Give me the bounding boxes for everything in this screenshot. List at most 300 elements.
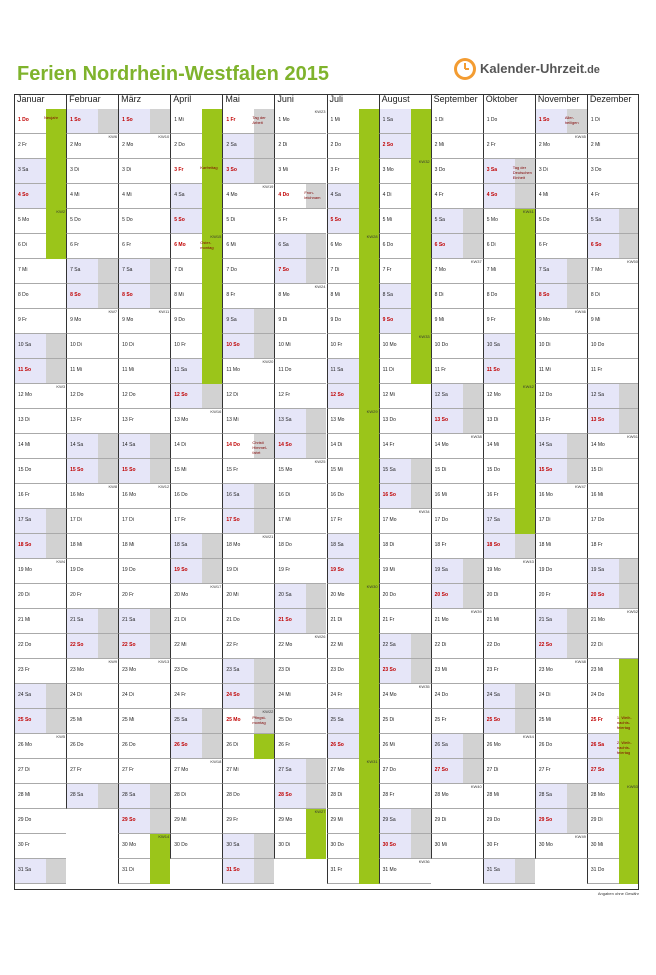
day-cell	[222, 509, 274, 534]
day-cell	[535, 209, 587, 234]
day-cell	[587, 759, 639, 784]
school-holiday-marker	[411, 209, 431, 234]
week-number: KW13	[158, 659, 170, 664]
weekend-marker	[411, 459, 431, 483]
day-number: 29 Di	[434, 817, 447, 823]
day-number: 14 Mi	[486, 442, 499, 448]
day-number: 22 Di	[590, 642, 603, 648]
weekend-marker	[306, 609, 326, 633]
school-holiday-marker	[359, 859, 379, 884]
day-number: 28 Sa	[70, 792, 84, 798]
weekend-marker	[463, 384, 483, 408]
week-number: KW53	[627, 784, 638, 789]
school-holiday-marker	[202, 359, 222, 384]
day-cell	[118, 409, 170, 434]
day-number: 1 Di	[434, 117, 444, 123]
day-number: 11 Mi	[70, 367, 82, 373]
day-number: 7 Mo	[434, 267, 446, 273]
day-number: 12 Do	[122, 392, 136, 398]
weekend-marker	[150, 459, 170, 483]
day-number: 13 Mi	[226, 417, 239, 423]
day-cell	[14, 434, 66, 459]
day-number: 4 Fr	[590, 192, 600, 198]
day-number: 18 Fr	[590, 542, 603, 548]
day-cell	[379, 134, 431, 159]
day-number: 26 Di	[226, 742, 239, 748]
week-number: KW47	[575, 484, 586, 489]
weekend-marker	[567, 459, 587, 483]
day-number: 15 Mi	[174, 467, 187, 473]
school-holiday-marker	[359, 109, 379, 134]
day-cell	[483, 584, 535, 609]
day-number: 28 Sa	[122, 792, 136, 798]
school-holiday-marker	[359, 834, 379, 859]
day-cell	[483, 609, 535, 634]
day-cell	[66, 609, 118, 634]
day-cell	[274, 359, 326, 384]
day-number: 26 Do	[122, 742, 136, 748]
day-cell	[170, 484, 222, 509]
day-cell	[14, 159, 66, 184]
day-number: 24 Di	[122, 692, 134, 698]
school-holiday-marker	[359, 359, 379, 384]
day-number: 11 Mi	[122, 367, 135, 373]
day-cell	[274, 284, 326, 309]
day-cell	[327, 634, 379, 659]
day-cell	[222, 659, 274, 684]
day-number: 9 Mi	[434, 317, 445, 323]
day-number: 30 Mi	[590, 842, 604, 848]
day-cell	[66, 734, 118, 759]
day-number: 14 Do	[226, 442, 240, 448]
weekend-marker	[567, 284, 587, 308]
day-number: 31 Sa	[486, 867, 500, 873]
day-number: 5 Do	[538, 217, 550, 223]
day-number: 26 Sa	[434, 742, 448, 748]
day-cell	[66, 559, 118, 584]
day-cell	[587, 559, 639, 584]
day-cell	[379, 509, 431, 534]
day-cell	[327, 459, 379, 484]
day-cell	[483, 284, 535, 309]
school-holiday-marker	[359, 434, 379, 459]
day-cell	[431, 259, 483, 284]
day-cell	[535, 384, 587, 409]
day-number: 17 Di	[122, 517, 134, 523]
day-number: 22 Mi	[174, 642, 187, 648]
day-cell	[274, 159, 326, 184]
school-holiday-marker	[202, 334, 222, 359]
day-cell	[327, 134, 379, 159]
week-number: KW18	[210, 759, 222, 764]
school-holiday-marker	[359, 784, 379, 809]
school-holiday-marker	[254, 734, 274, 759]
day-cell	[587, 859, 639, 884]
day-number: 27 Fr	[70, 767, 82, 773]
day-number: 10 Mo	[382, 342, 397, 348]
day-cell	[587, 134, 639, 159]
day-number: 29 So	[538, 817, 553, 823]
day-number: 9 Mo	[538, 317, 550, 323]
weekend-marker	[411, 834, 431, 858]
day-cell	[483, 159, 535, 184]
day-number: 25 Mi	[538, 717, 552, 723]
day-cell	[14, 759, 66, 784]
weekend-marker	[254, 334, 274, 358]
day-cell	[379, 759, 431, 784]
day-cell	[535, 634, 587, 659]
day-number: 6 Fr	[538, 242, 548, 248]
day-cell	[66, 159, 118, 184]
day-cell	[274, 559, 326, 584]
day-cell	[483, 709, 535, 734]
day-number: 31 Do	[590, 867, 605, 873]
school-holiday-marker	[46, 109, 66, 134]
day-number: 7 So	[278, 267, 289, 273]
day-number: 6 Fr	[122, 242, 132, 248]
week-number: KW42	[522, 384, 534, 389]
day-number: 10 Do	[434, 342, 448, 348]
weekend-marker	[254, 684, 274, 708]
day-number: 2 Mo	[538, 142, 550, 148]
day-cell	[14, 409, 66, 434]
day-cell	[535, 309, 587, 334]
day-number: 3 Fr	[174, 167, 184, 173]
day-cell	[170, 659, 222, 684]
day-cell	[222, 384, 274, 409]
weekend-marker	[567, 434, 587, 458]
day-number: 3 Fr	[330, 167, 340, 173]
weekend-marker	[150, 784, 170, 808]
day-number: 16 Mi	[590, 492, 604, 498]
day-number: 11 So	[486, 367, 500, 373]
day-number: 12 Sa	[434, 392, 448, 398]
day-cell	[118, 834, 170, 859]
day-number: 18 So	[18, 542, 32, 548]
week-number: KW45	[575, 134, 586, 139]
day-cell	[535, 434, 587, 459]
day-number: 23 Mo	[70, 667, 84, 673]
day-number: 13 Mo	[174, 417, 189, 423]
day-number: 15 So	[538, 467, 553, 473]
day-number: 24 Sa	[18, 692, 32, 698]
day-number: 20 So	[434, 592, 448, 598]
week-number: KW40	[470, 784, 482, 789]
day-number: 17 Do	[590, 517, 605, 523]
weekend-marker	[150, 809, 170, 833]
day-number: 13 Fr	[70, 417, 82, 423]
day-cell	[535, 109, 587, 134]
day-number: 20 Fr	[538, 592, 551, 598]
day-number: 24 Fr	[330, 692, 343, 698]
week-number: KW12	[158, 484, 170, 489]
day-cell	[327, 784, 379, 809]
day-number: 16 Mo	[122, 492, 137, 498]
day-cell	[274, 184, 326, 209]
day-cell	[379, 734, 431, 759]
day-number: 5 Mo	[486, 217, 498, 223]
weekend-marker	[98, 784, 118, 808]
holiday-label: Neujahr	[44, 115, 59, 120]
day-cell	[222, 859, 274, 884]
day-cell	[222, 684, 274, 709]
day-number: 4 Do	[278, 192, 290, 198]
day-cell	[222, 259, 274, 284]
day-number: 7 Di	[330, 267, 340, 273]
day-cell	[170, 834, 222, 859]
logo-text	[480, 61, 600, 76]
week-number: KW37	[470, 259, 482, 264]
weekend-marker	[567, 609, 587, 633]
weekend-marker	[411, 634, 431, 658]
day-number: 23 Fr	[18, 667, 30, 673]
day-number: 4 Mi	[538, 192, 549, 198]
day-cell	[274, 109, 326, 134]
day-number: 17 Sa	[18, 517, 32, 523]
holiday-label: Pfingst-montag	[252, 715, 266, 725]
day-cell	[379, 159, 431, 184]
day-number: 3 Do	[590, 167, 602, 173]
day-number: 27 Sa	[278, 767, 292, 773]
day-cell	[327, 409, 379, 434]
day-number: 28 Mi	[486, 792, 499, 798]
day-number: 12 So	[330, 392, 344, 398]
day-number: 27 Mo	[174, 767, 189, 773]
day-cell	[379, 334, 431, 359]
day-number: 7 Do	[226, 267, 237, 273]
day-number: 14 Di	[330, 442, 343, 448]
day-cell	[274, 709, 326, 734]
day-cell	[14, 859, 66, 884]
day-number: 2 Sa	[226, 142, 237, 148]
day-cell	[170, 384, 222, 409]
day-cell	[587, 684, 639, 709]
day-number: 12 So	[174, 392, 188, 398]
weekend-marker	[567, 634, 587, 658]
day-number: 28 Do	[226, 792, 240, 798]
day-number: 26 Sa	[590, 742, 604, 748]
month-header: April	[170, 94, 222, 109]
day-cell	[535, 659, 587, 684]
day-number: 10 Di	[122, 342, 134, 348]
school-holiday-marker	[46, 134, 66, 159]
day-cell	[66, 359, 118, 384]
day-number: 23 Sa	[226, 667, 240, 673]
weekend-marker	[463, 734, 483, 758]
day-number: 17 Mo	[382, 517, 397, 523]
day-number: 19 Do	[538, 567, 553, 573]
day-cell	[379, 309, 431, 334]
week-number: KW48	[575, 659, 586, 664]
weekend-marker	[150, 634, 170, 658]
day-number: 5 Sa	[434, 217, 445, 223]
day-number: 13 So	[590, 417, 605, 423]
day-number: 19 Do	[122, 567, 136, 573]
day-cell	[327, 859, 379, 884]
week-number: KW34	[418, 509, 430, 514]
day-cell	[483, 459, 535, 484]
day-number: 16 Fr	[18, 492, 30, 498]
day-cell	[431, 684, 483, 709]
day-cell	[118, 784, 170, 809]
day-cell	[379, 559, 431, 584]
day-number: 7 Fr	[382, 267, 392, 273]
week-number: KW29	[366, 409, 378, 414]
day-number: 6 So	[434, 242, 446, 248]
day-cell	[170, 309, 222, 334]
day-number: 8 Mo	[278, 292, 290, 298]
day-cell	[483, 409, 535, 434]
day-cell	[483, 759, 535, 784]
day-number: 14 Sa	[70, 442, 84, 448]
day-number: 13 Do	[382, 417, 396, 423]
day-cell	[274, 209, 326, 234]
month-header: Juni	[274, 94, 326, 109]
day-cell	[222, 609, 274, 634]
day-number: 21 Di	[174, 617, 186, 623]
school-holiday-marker	[359, 709, 379, 734]
day-number: 20 Sa	[278, 592, 292, 598]
day-cell	[118, 709, 170, 734]
school-holiday-marker	[515, 259, 535, 284]
day-cell	[118, 509, 170, 534]
day-number: 26 Fr	[278, 742, 291, 748]
day-cell	[274, 834, 326, 859]
day-cell	[222, 734, 274, 759]
day-number: 30 Mo	[538, 842, 553, 848]
day-number: 20 Mo	[174, 592, 189, 598]
day-cell	[170, 109, 222, 134]
day-number: 8 So	[538, 292, 550, 298]
day-cell	[431, 784, 483, 809]
weekend-marker	[567, 809, 587, 833]
day-cell	[431, 109, 483, 134]
day-cell	[66, 784, 118, 809]
weekend-marker	[98, 434, 118, 458]
day-cell	[118, 559, 170, 584]
day-number: 18 Mi	[122, 542, 135, 548]
school-holiday-marker	[515, 359, 535, 384]
day-number: 21 Sa	[122, 617, 136, 623]
day-cell	[222, 134, 274, 159]
weekend-marker	[202, 709, 222, 733]
holiday-label: Tag der Arbeit	[252, 115, 266, 125]
day-number: 10 Di	[538, 342, 551, 348]
day-cell	[587, 634, 639, 659]
day-cell	[327, 309, 379, 334]
day-cell	[118, 684, 170, 709]
school-holiday-marker	[411, 184, 431, 209]
weekend-marker	[306, 434, 326, 458]
weekend-marker	[463, 234, 483, 258]
day-cell	[587, 809, 639, 834]
day-number: 2 Fr	[486, 142, 496, 148]
day-number: 4 So	[486, 192, 498, 198]
day-number: 6 Fr	[70, 242, 79, 248]
day-number: 26 Mi	[382, 742, 395, 748]
school-holiday-marker	[359, 284, 379, 309]
week-number: KW2	[56, 209, 66, 214]
day-number: 8 So	[70, 292, 81, 298]
day-number: 2 Fr	[18, 142, 27, 148]
day-number: 12 Sa	[590, 392, 604, 398]
day-number: 9 Mo	[122, 317, 134, 323]
day-number: 18 Fr	[434, 542, 447, 548]
day-cell	[327, 584, 379, 609]
day-number: 28 Di	[330, 792, 343, 798]
day-cell	[170, 209, 222, 234]
day-number: 5 Di	[226, 217, 236, 223]
day-cell	[431, 659, 483, 684]
weekend-marker	[463, 209, 483, 233]
weekend-marker	[619, 384, 639, 408]
day-number: 5 Do	[122, 217, 133, 223]
day-cell	[431, 134, 483, 159]
day-number: 5 Mo	[18, 217, 30, 223]
day-cell	[483, 384, 535, 409]
week-number: KW23	[314, 109, 326, 114]
weekend-marker	[150, 609, 170, 633]
day-number: 19 Mo	[18, 567, 32, 573]
day-cell	[327, 284, 379, 309]
day-number: 28 Mo	[434, 792, 449, 798]
day-cell	[274, 259, 326, 284]
month-header: Mai	[222, 94, 274, 109]
day-number: 11 Di	[382, 367, 394, 373]
month-header: November	[535, 94, 587, 109]
day-number: 6 Mo	[174, 242, 186, 248]
day-cell	[535, 759, 587, 784]
day-cell	[274, 334, 326, 359]
day-number: 5 So	[174, 217, 185, 223]
day-cell	[222, 834, 274, 859]
day-number: 28 Di	[174, 792, 186, 798]
day-cell	[274, 784, 326, 809]
day-cell	[170, 759, 222, 784]
day-number: 20 Do	[382, 592, 396, 598]
day-cell	[14, 309, 66, 334]
day-cell	[587, 434, 639, 459]
day-number: 1 Fr	[226, 117, 236, 123]
day-cell	[587, 159, 639, 184]
weekend-marker	[306, 584, 326, 608]
day-cell	[170, 184, 222, 209]
day-number: 4 Fr	[434, 192, 444, 198]
day-number: 7 Mo	[590, 267, 603, 273]
day-cell	[483, 209, 535, 234]
day-cell	[14, 584, 66, 609]
day-cell	[170, 534, 222, 559]
day-number: 14 Di	[174, 442, 186, 448]
day-number: 12 Do	[538, 392, 553, 398]
day-cell	[483, 659, 535, 684]
day-cell	[535, 259, 587, 284]
weekend-marker	[515, 859, 535, 883]
day-number: 30 Mi	[434, 842, 447, 848]
day-number: 24 Di	[70, 692, 82, 698]
day-cell	[327, 434, 379, 459]
holiday-label: 1. Weih-nachts-feiertag	[616, 715, 632, 730]
day-cell	[66, 484, 118, 509]
day-cell	[483, 109, 535, 134]
day-number: 30 Mo	[122, 842, 137, 848]
logo-name: Kalender-Uhrzeit	[480, 61, 585, 76]
day-number: 5 Mi	[382, 217, 393, 223]
day-cell	[379, 809, 431, 834]
day-cell	[483, 234, 535, 259]
day-number: 19 Fr	[278, 567, 291, 573]
day-number: 2 Mo	[70, 142, 82, 148]
